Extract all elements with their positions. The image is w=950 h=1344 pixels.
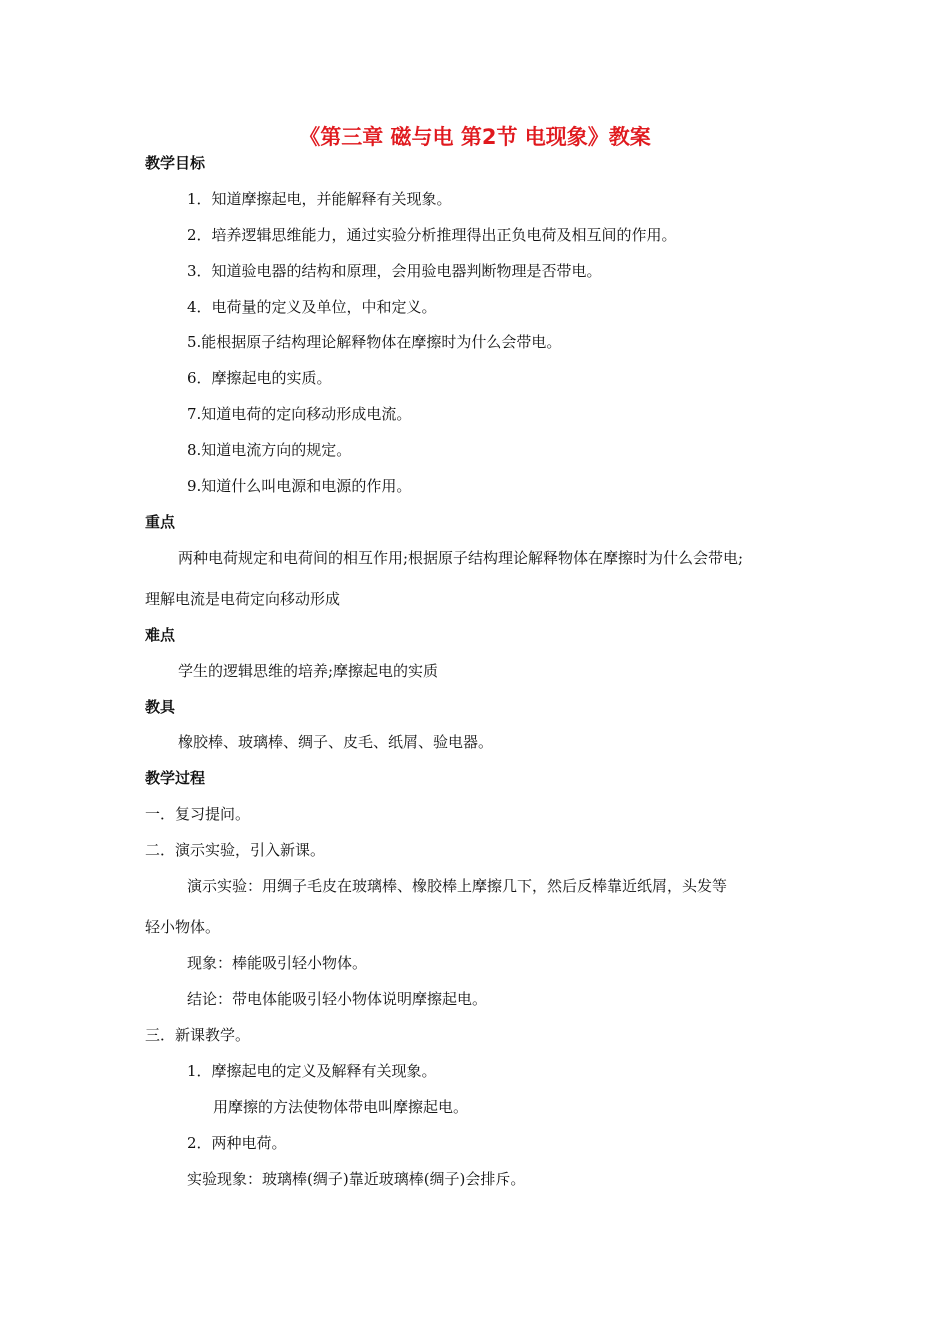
process-line: 结论：带电体能吸引轻小物体说明摩擦起电。 <box>187 990 488 1008</box>
process-line: 1．摩擦起电的定义及解释有关现象。 <box>187 1062 437 1080</box>
process-line: 三．新课教学。 <box>145 1026 251 1044</box>
objective-item: 1．知道摩擦起电，并能解释有关现象。 <box>187 190 452 208</box>
objective-item: 6．摩擦起电的实质。 <box>187 369 332 387</box>
process-line: 2．两种电荷。 <box>187 1134 287 1152</box>
process-line: 演示实验：用绸子毛皮在玻璃棒、橡胶棒上摩擦几下，然后反棒靠近纸屑，头发等 <box>187 877 728 895</box>
tools-heading: 教具 <box>145 698 176 716</box>
difficulties-text: 学生的逻辑思维的培养;摩擦起电的实质 <box>178 662 439 680</box>
process-line: 实验现象：玻璃棒(绸子)靠近玻璃棒(绸子)会排斥。 <box>187 1170 526 1188</box>
process-line: 现象：棒能吸引轻小物体。 <box>187 954 368 972</box>
key-points-text: 理解电流是电荷定向移动形成 <box>145 590 341 608</box>
objective-item: 2．培养逻辑思维能力，通过实验分析推理得出正负电荷及相互间的作用。 <box>187 226 677 244</box>
process-heading: 教学过程 <box>145 769 206 787</box>
objective-item: 7.知道电荷的定向移动形成电流。 <box>187 405 412 423</box>
process-line: 用摩擦的方法使物体带电叫摩擦起电。 <box>213 1098 469 1116</box>
tools-text: 橡胶棒、玻璃棒、绸子、皮毛、纸屑、验电器。 <box>178 733 494 751</box>
process-line: 二．演示实验，引入新课。 <box>145 841 326 859</box>
key-points-text: 两种电荷规定和电荷间的相互作用;根据原子结构理论解释物体在摩擦时为什么会带电; <box>178 549 744 567</box>
process-line: 一．复习提问。 <box>145 805 251 823</box>
objective-item: 8.知道电流方向的规定。 <box>187 441 352 459</box>
difficulties-heading: 难点 <box>145 626 176 644</box>
document-title: 《第三章 磁与电 第2节 电现象》教案 <box>299 125 651 149</box>
objective-item: 4．电荷量的定义及单位，中和定义。 <box>187 298 437 316</box>
key-points-heading: 重点 <box>145 513 176 531</box>
objective-item: 9.知道什么叫电源和电源的作用。 <box>187 477 412 495</box>
process-line: 轻小物体。 <box>145 918 221 936</box>
objective-item: 5.能根据原子结构理论解释物体在摩擦时为什么会带电。 <box>187 333 562 351</box>
objectives-heading: 教学目标 <box>145 154 206 172</box>
objective-item: 3．知道验电器的结构和原理，会用验电器判断物理是否带电。 <box>187 262 602 280</box>
